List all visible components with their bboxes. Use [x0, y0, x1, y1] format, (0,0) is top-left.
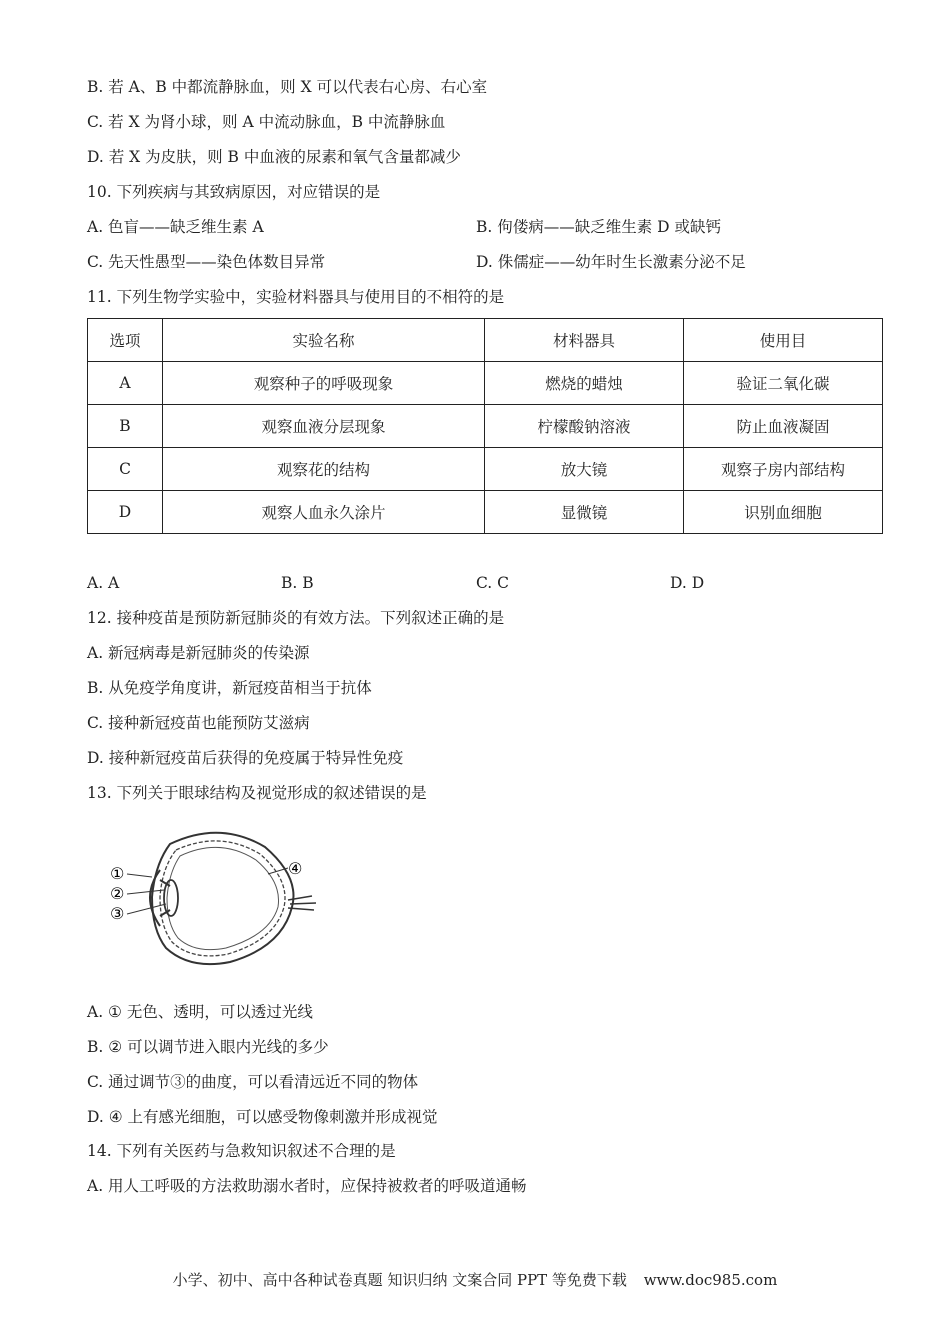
label-4: ④ [288, 859, 303, 878]
table-cell: 验证二氧化碳 [684, 362, 883, 405]
experiment-table [87, 318, 883, 534]
page-footer [0, 1269, 950, 1290]
q12-option-d: D. 接种新冠疫苗后获得的免疫属于特异性免疫 [87, 749, 404, 767]
header-cell: 使用目 [684, 319, 883, 362]
table-row [88, 491, 883, 534]
table-header-row [88, 319, 883, 362]
q9-option-b: B. 若 A、B 中都流静脉血，则 X 可以代表右心房、右心室 [87, 78, 488, 96]
table-row [88, 448, 883, 491]
q11-option-b: B. B [281, 574, 314, 592]
lens [164, 880, 178, 916]
table-cell: 观察血液分层现象 [163, 405, 485, 448]
q13-option-c: C. 通过调节③的曲度，可以看清远近不同的物体 [87, 1073, 419, 1091]
label-2: ② [110, 884, 125, 903]
table-cell: 识别血细胞 [684, 491, 883, 534]
q10-option-d: D. 侏儒症——幼年时生长激素分泌不足 [476, 253, 746, 271]
footer-link[interactable]: www.doc985.com [643, 1271, 778, 1289]
q13-option-b: B. ② 可以调节进入眼内光线的多少 [87, 1038, 329, 1056]
q11-stem: 11. 下列生物学实验中，实验材料器具与使用目的不相符的是 [87, 288, 505, 306]
q10-option-c: C. 先天性愚型——染色体数目异常 [87, 253, 326, 271]
table-row [88, 405, 883, 448]
table-cell: D [88, 491, 163, 534]
leader-line-2 [127, 890, 164, 894]
table-cell: B [88, 405, 163, 448]
q13-option-a: A. ① 无色、透明，可以透过光线 [87, 1003, 313, 1021]
table-cell: 观察子房内部结构 [684, 448, 883, 491]
table-cell: 放大镜 [485, 448, 684, 491]
q12-stem: 12. 接种疫苗是预防新冠肺炎的有效方法。下列叙述正确的是 [87, 609, 505, 627]
table-row [88, 362, 883, 405]
table-cell: 柠檬酸钠溶液 [485, 405, 684, 448]
q9-option-c: C. 若 X 为肾小球，则 A 中流动脉血，B 中流静脉血 [87, 113, 446, 131]
eyeball-diagram [100, 822, 320, 976]
table-cell: 显微镜 [485, 491, 684, 534]
q10-option-b: B. 佝偻病——缺乏维生素 D 或缺钙 [476, 218, 722, 236]
q13-option-d: D. ④ 上有感光细胞，可以感受物像刺激并形成视觉 [87, 1108, 438, 1126]
q12-option-c: C. 接种新冠疫苗也能预防艾滋病 [87, 714, 310, 732]
table-cell: 观察花的结构 [163, 448, 485, 491]
q11-option-c: C. C [476, 574, 510, 592]
q11-option-d: D. D [670, 574, 705, 592]
table-cell: C [88, 448, 163, 491]
table-cell: A [88, 362, 163, 405]
sclera-outline [152, 833, 293, 964]
header-cell: 选项 [88, 319, 163, 362]
table-cell: 观察人血永久涂片 [163, 491, 485, 534]
q12-option-a: A. 新冠病毒是新冠肺炎的传染源 [87, 644, 310, 662]
q14-stem: 14. 下列有关医药与急救知识叙述不合理的是 [87, 1142, 396, 1160]
retina-outline [167, 847, 279, 949]
header-cell: 材料器具 [485, 319, 684, 362]
leader-line-1 [127, 874, 152, 877]
label-3: ③ [110, 904, 125, 923]
q10-option-a: A. 色盲——缺乏维生素 A [87, 218, 264, 236]
q11-option-a: A. A [87, 574, 120, 592]
header-cell: 实验名称 [163, 319, 485, 362]
q10-stem: 10. 下列疾病与其致病原因，对应错误的是 [87, 183, 381, 201]
table-cell: 燃烧的蜡烛 [485, 362, 684, 405]
label-1: ① [110, 864, 125, 883]
q12-option-b: B. 从免疫学角度讲，新冠疫苗相当于抗体 [87, 679, 372, 697]
table-cell: 观察种子的呼吸现象 [163, 362, 485, 405]
table-cell: 防止血液凝固 [684, 405, 883, 448]
footer-text: 小学、初中、高中各种试卷真题 知识归纳 文案合同 PPT 等免费下载 [172, 1271, 627, 1289]
q14-option-a: A. 用人工呼吸的方法救助溺水者时，应保持被救者的呼吸道通畅 [87, 1177, 527, 1195]
q13-stem: 13. 下列关于眼球结构及视觉形成的叙述错误的是 [87, 784, 427, 802]
q9-option-d: D. 若 X 为皮肤，则 B 中血液的尿素和氧气含量都减少 [87, 148, 461, 166]
